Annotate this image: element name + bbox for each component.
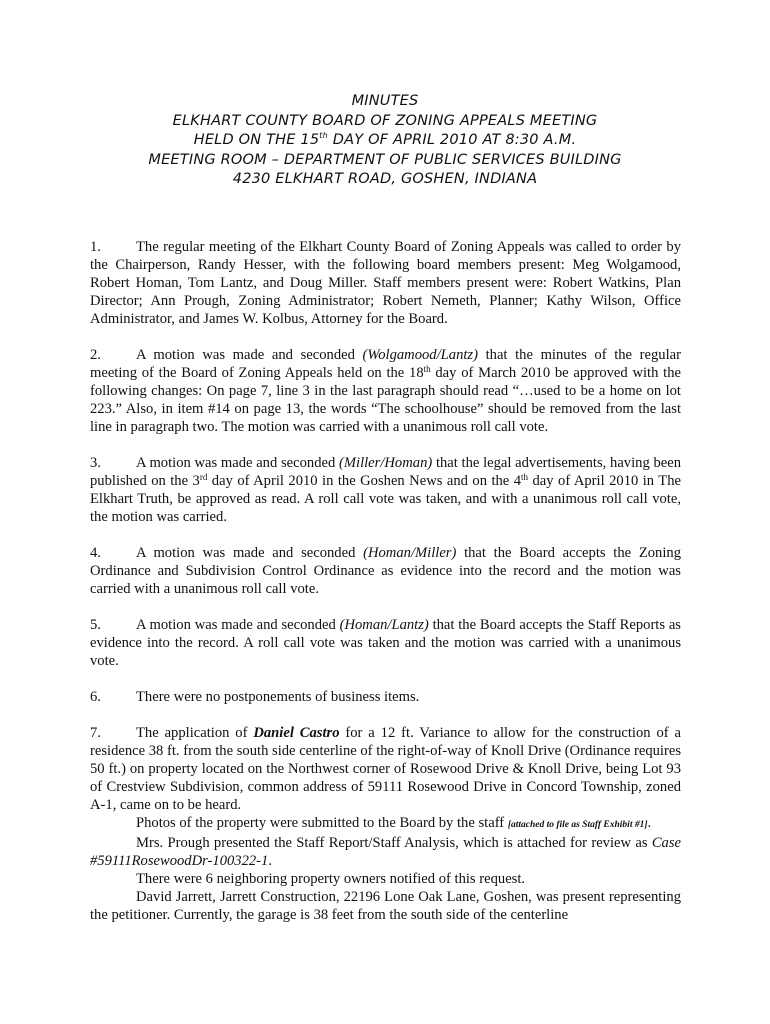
case-number: Case #59111RosewoodDr-100322-1	[90, 835, 681, 869]
item-7-report: Mrs. Prough presented the Staff Report/Staff Analysis, which is attached for review as Case #59111RosewoodDr-100322-1.	[90, 835, 681, 869]
header-address-line: 4230 ELKHART ROAD, GOSHEN, INDIANA	[232, 171, 538, 187]
item-3: 3. A motion was made and seconded (Miller/Homan) that the legal advertisements, having been published on the 3rd day of April 2010 in the Goshen News and on the 4th day of April 2010 in The Elkhart Truth, be approved as read. A roll call vote was taken, and with a unanimous roll call vote, the motion was carried.	[90, 455, 681, 525]
item-5: 5. A motion was made and seconded (Homan/Lantz) that the Board accepts the Staff Reports as evidence into the record. A roll call vote was taken and the motion was carried with a unanimous vote.	[90, 617, 681, 669]
item-7: 7. The application of Daniel Castro for a 12 ft. Variance to allow for the construction of a residence 38 ft. from the south side centerline of the right-of-way of Knoll Drive (Ordinance requires 50 ft.) on property located on the Northwest corner of Rosewood Drive & Knoll Drive, being Lot 93 of Crestview Subdivision, common address of 59111 Rosewood Drive in Concord Township, zoned A-1, came on to be heard.	[90, 725, 681, 813]
item-4: 4. A motion was made and seconded (Homan/Miller) that the Board accepts the Zoning Ordinance and Subdivision Control Ordinance as evidence into the record and the motion was carried with a unanimous roll call vote.	[90, 545, 681, 597]
staff-exhibit-note: [attached to file as Staff Exhibit #1]	[507, 820, 648, 830]
item-2: 2. A motion was made and seconded (Wolgamood/Lantz) that the minutes of the regular meeting of the Board of Zoning Appeals held on the 18th day of March 2010 be approved with the following changes: On page 7, line 3 in the last paragraph should read “…used to be a home on lot 223.” Also, in item #14 on page 13, the words “The schoolhouse” should be removed from the last line in paragraph two. The motion was carried with a unanimous roll call vote.	[90, 347, 681, 435]
applicant-name: Daniel Castro	[253, 725, 340, 741]
minutes-body	[90, 238, 681, 924]
item-7-jarrett: David Jarrett, Jarrett Construction, 22196 Lone Oak Lane, Goshen, was present representing the petitioner. Currently, the garage is 38 feet from the south side of the centerline	[90, 889, 681, 923]
item-7-photos: Photos of the property were submitted to the Board by the staff [attached to file as Staff Exhibit #1].	[136, 815, 652, 831]
minutes-header	[0, 92, 770, 190]
item-6: 6. There were no postponements of business items.	[90, 689, 420, 705]
header-title: MINUTES	[351, 93, 419, 109]
header-room-line: MEETING ROOM – DEPARTMENT OF PUBLIC SERVICES BUILDING	[148, 151, 622, 168]
header-date-line: HELD ON THE 15th DAY OF APRIL 2010 AT 8:30 A.M.	[193, 131, 577, 148]
item-1: 1. The regular meeting of the Elkhart County Board of Zoning Appeals was called to order by the Chairperson, Randy Hesser, with the following board members present: Meg Wolgamood, Robert Homan, Tom Lantz, and Doug Miller. Staff members present were: Robert Watkins, Plan Director; Ann Prough, Zoning Administrator; Robert Nemeth, Planner; Kathy Wilson, Office Administrator, and James W. Kolbus, Attorney for the Board.	[90, 239, 681, 327]
header-board-name: ELKHART COUNTY BOARD OF ZONING APPEALS MEETING	[172, 112, 598, 129]
item-7-notified: There were 6 neighboring property owners notified of this request.	[136, 871, 526, 887]
